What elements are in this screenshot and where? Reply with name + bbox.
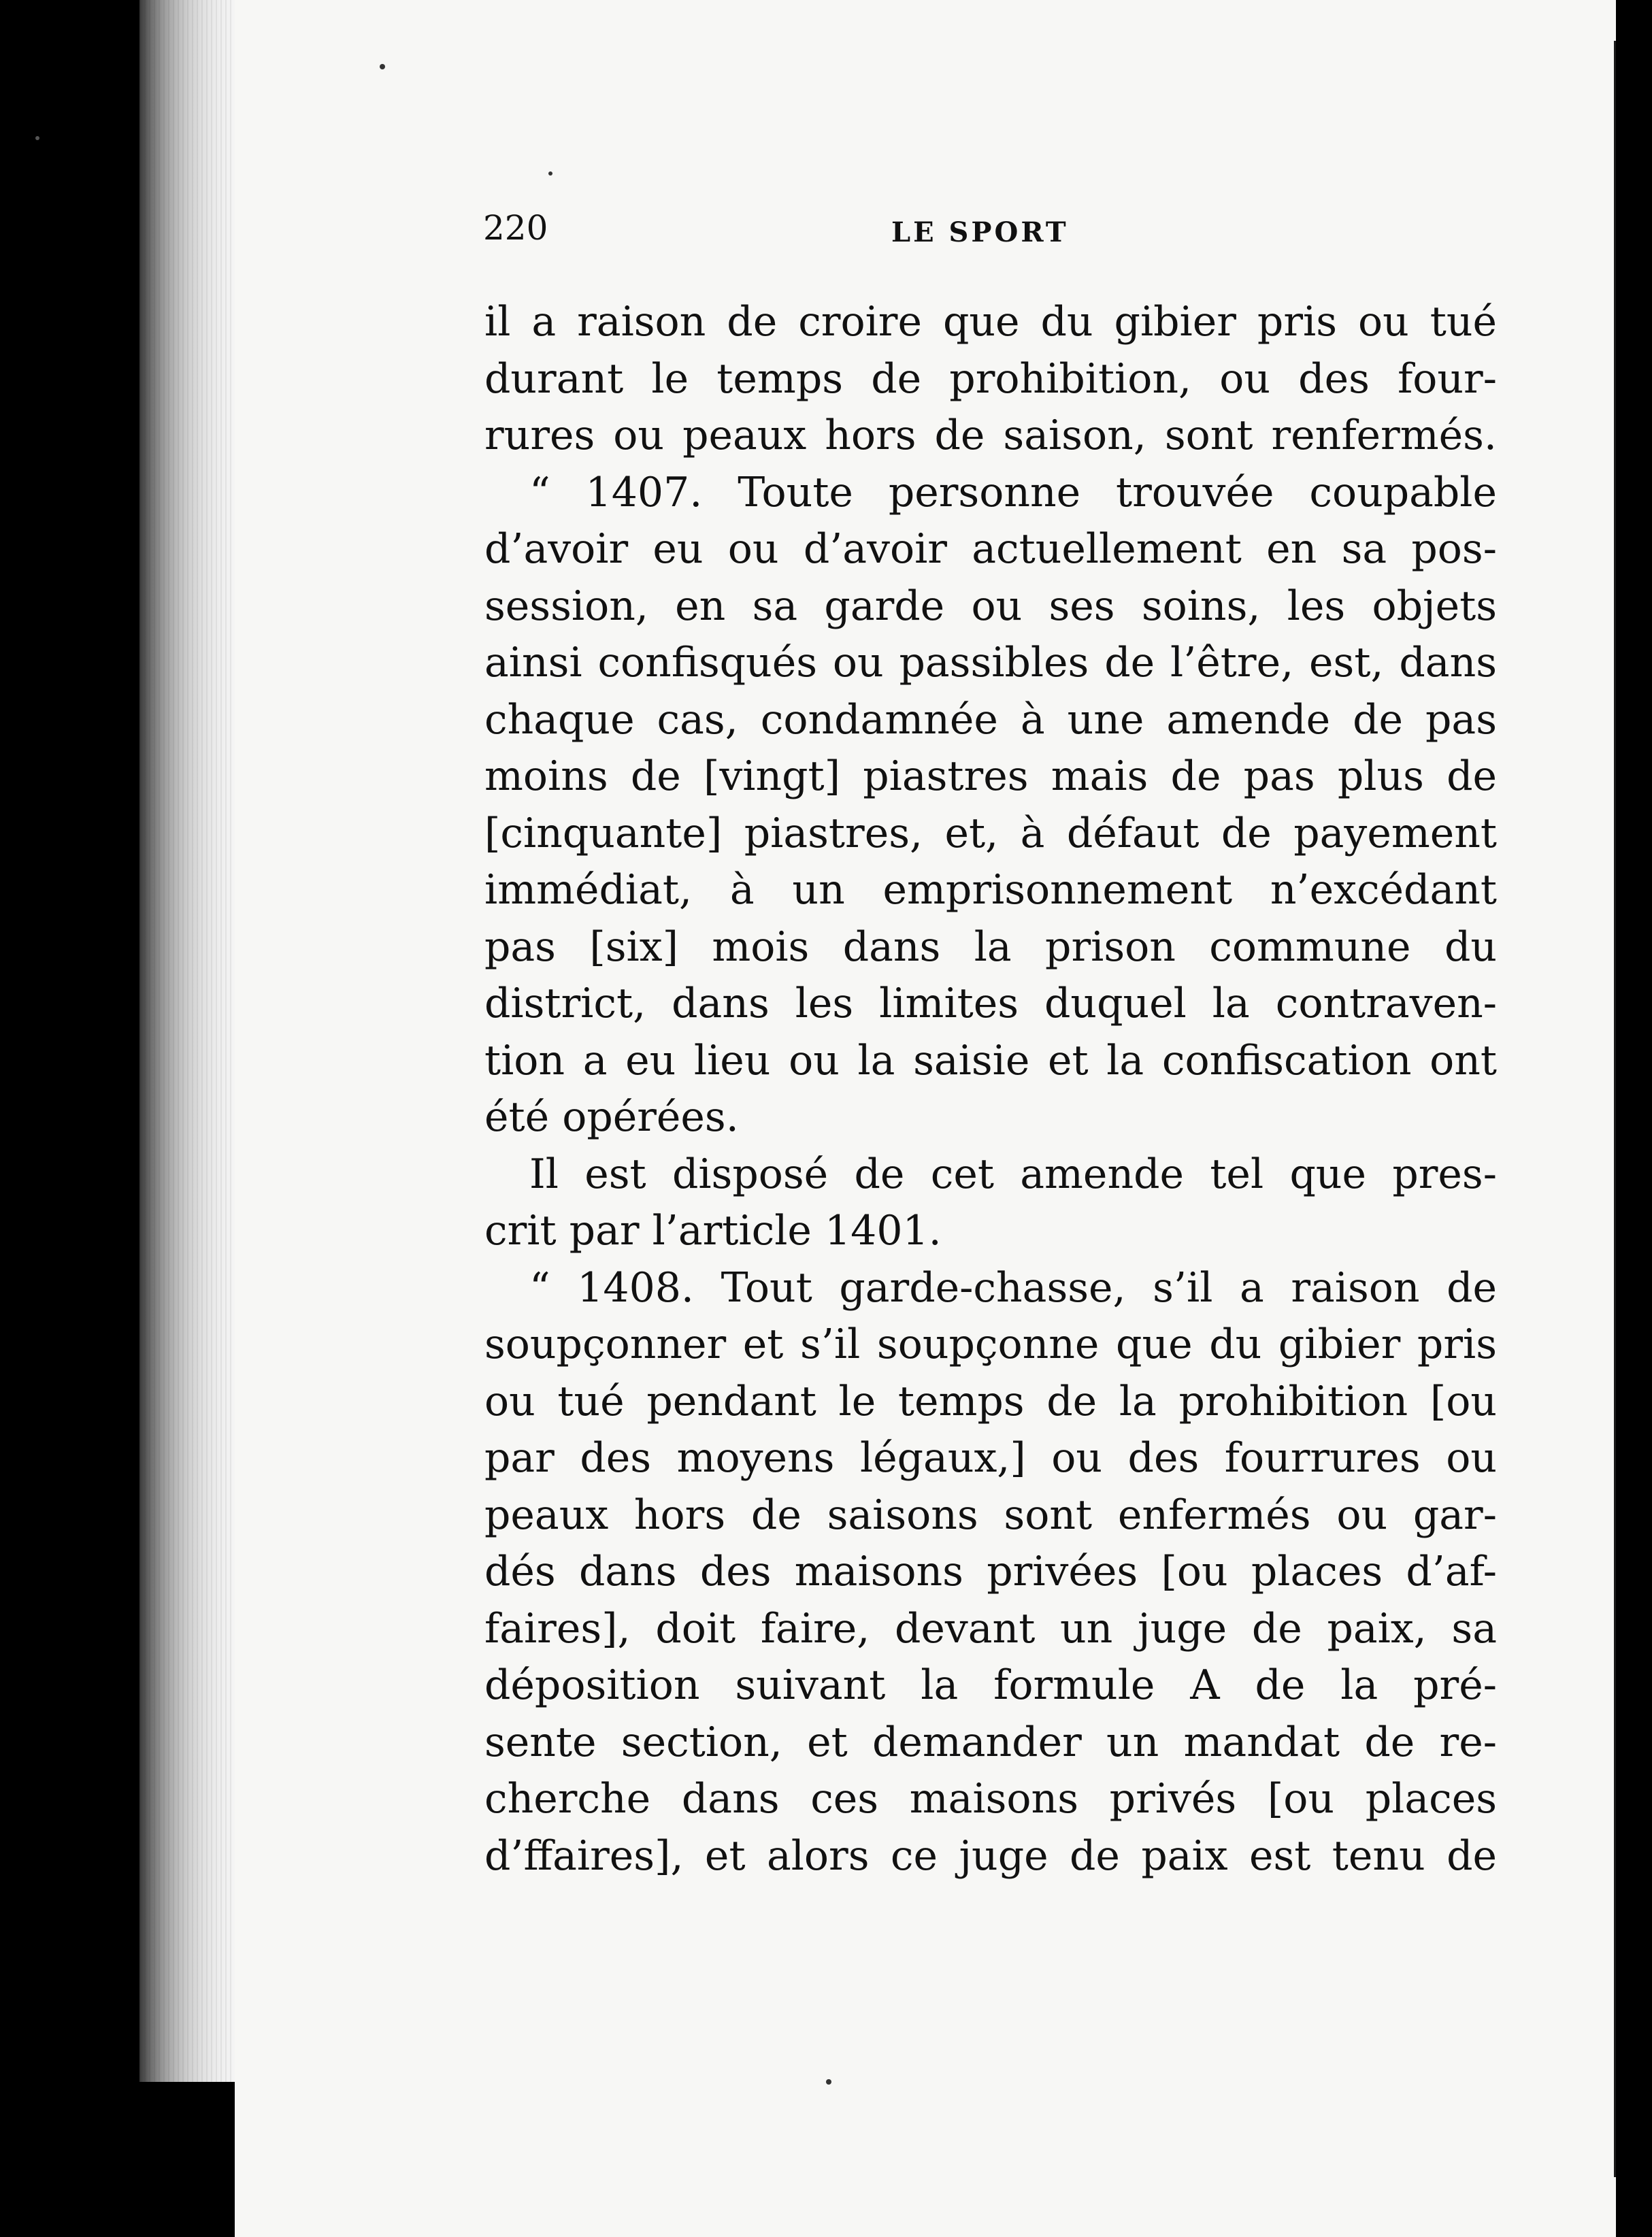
text-line: par des moyens légaux,] ou des fourrures ou (484, 1434, 1497, 1482)
text-line: déposition suivant la formule A de la pré- (484, 1661, 1497, 1709)
running-head: LE SPORT (891, 216, 1069, 248)
text-line: rures ou peaux hors de saison, sont renfermés. (484, 412, 1497, 459)
scan-speck (380, 64, 385, 69)
text-line: durant le temps de prohibition, ou des four- (484, 354, 1497, 403)
text-line: d’ffaires], et alors ce juge de paix est tenu de (484, 1832, 1497, 1880)
page-header (483, 204, 1483, 259)
text-line: moins de [vingt] piastres mais de pas plus de (484, 752, 1497, 800)
page-number: 220 (483, 208, 548, 248)
scan-speck (35, 136, 39, 140)
text-line: “ 1408. Tout garde-chasse, s’il a raison de (529, 1263, 1497, 1312)
page-edge-stack (139, 0, 235, 2082)
text-line: ou tué pendant le temps de la prohibition [ou (484, 1377, 1497, 1425)
text-line: sente section, et demander un mandat de re- (484, 1718, 1497, 1766)
text-line: cherche dans ces maisons privés [ou places (484, 1775, 1497, 1823)
text-line: tion a eu lieu ou la saisie et la confiscation ont (484, 1036, 1497, 1084)
body-text (484, 294, 1497, 1885)
text-line: soupçonner et s’il soupçonne que du gibier pris (484, 1321, 1497, 1368)
text-line: [cinquante] piastres, et, à défaut de payement (484, 809, 1497, 857)
text-line: crit par l’article 1401. (484, 1207, 942, 1255)
text-line: session, en sa garde ou ses soins, les objets (484, 582, 1497, 630)
text-line: pas [six] mois dans la prison commune du (484, 923, 1497, 971)
text-line: faires], doit faire, devant un juge de paix, sa (484, 1604, 1497, 1653)
text-line: d’avoir eu ou d’avoir actuellement en sa pos- (484, 525, 1497, 573)
text-line: ainsi confisqués ou passibles de l’être, est, dans (484, 639, 1497, 686)
text-line: immédiat, à un emprisonnement n’excédant (484, 866, 1497, 914)
right-margin-dark (1616, 0, 1652, 2237)
text-line: dés dans des maisons privées [ou places d’af- (484, 1548, 1497, 1595)
text-line: “ 1407. Toute personne trouvée coupable (529, 468, 1497, 516)
text-line: il a raison de croire que du gibier pris ou tué (484, 298, 1497, 346)
text-line: chaque cas, condamnée à une amende de pas (484, 695, 1497, 744)
text-line: été opérées. (484, 1093, 739, 1141)
text-line: Il est disposé de cet amende tel que pres- (529, 1150, 1497, 1198)
text-line: peaux hors de saisons sont enfermés ou gar- (484, 1491, 1497, 1539)
scan-speck (548, 171, 552, 176)
text-line: district, dans les limites duquel la contraven- (484, 980, 1497, 1027)
scan-speck (826, 2079, 831, 2085)
